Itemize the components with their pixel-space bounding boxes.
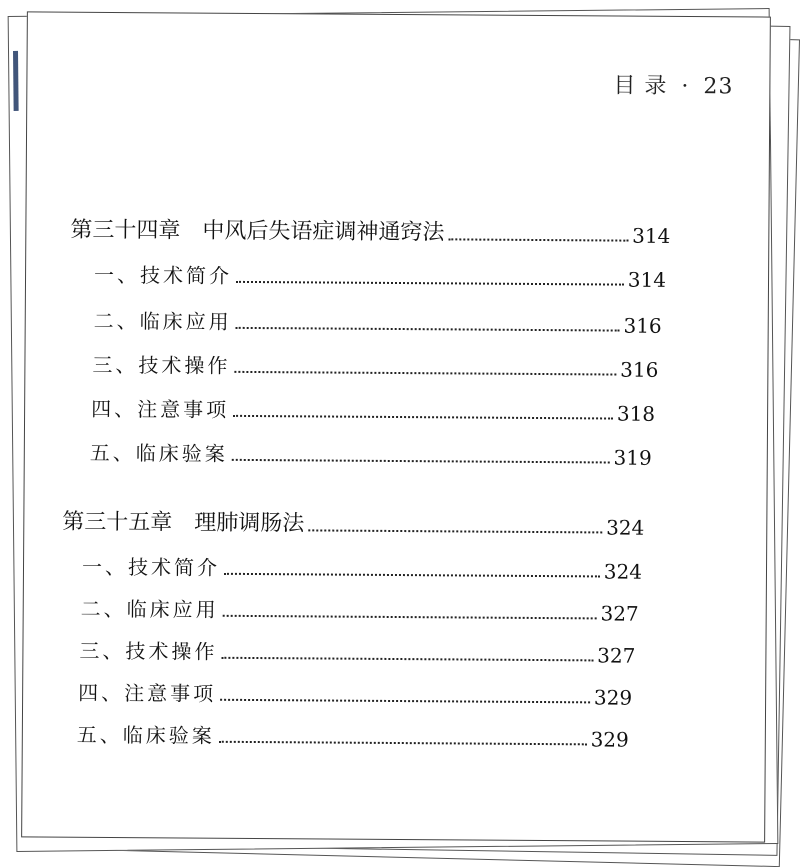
section-page: 316 [620,357,659,382]
dot-leader [236,327,620,332]
dot-leader [223,615,597,620]
chapter-title: 第三十四章 中风后失语症调神通窍法 [70,217,445,246]
dot-leader [219,741,587,746]
section-title: 一、技术简介 [81,554,221,580]
toc-chapter-35[interactable] [62,505,644,540]
section-page: 329 [593,685,633,710]
section-title: 五、临床验案 [76,722,215,748]
section-page: 324 [603,559,643,584]
section-title: 一、技术简介 [93,262,233,288]
chapter-title: 第三十五章 理肺调肠法 [62,509,305,537]
dot-leader [221,657,593,662]
toc-section[interactable] [90,437,652,470]
toc-section[interactable] [94,305,662,338]
dot-leader [220,699,590,704]
section-page: 318 [616,401,656,426]
toc-section[interactable] [81,593,639,626]
dot-leader [232,459,610,464]
section-title: 二、临床应用 [80,596,219,622]
header-separator: · [681,73,690,100]
toc-section[interactable] [77,719,629,752]
section-page: 316 [623,313,662,338]
table-of-contents [22,12,770,841]
header-title: 目 录 [613,73,668,99]
section-title: 五、临床验案 [89,440,228,466]
chapter-page: 314 [632,223,671,248]
toc-section[interactable] [78,677,632,710]
chapter-page: 324 [606,515,645,540]
section-page: 319 [613,445,652,470]
dot-leader [224,573,600,578]
toc-chapter-34[interactable] [70,213,670,248]
toc-section[interactable] [91,393,655,426]
dot-leader [234,371,616,376]
section-page: 314 [627,267,667,292]
dot-leader [448,238,628,241]
section-title: 二、临床应用 [93,308,232,334]
toc-section[interactable] [82,551,642,584]
dot-leader [236,281,624,286]
section-title: 三、技术操作 [92,352,231,378]
toc-section[interactable] [79,635,635,668]
section-page: 329 [590,727,629,752]
dot-leader [308,529,602,533]
section-title: 四、注意事项 [91,396,230,422]
section-page: 327 [597,643,636,668]
header-page-number: 23 [703,74,734,100]
toc-page [21,11,771,842]
section-title: 四、注意事项 [78,680,217,706]
toc-section[interactable] [92,349,658,382]
toc-section[interactable] [94,259,666,292]
section-title: 三、技术操作 [79,638,218,664]
dot-leader [233,415,613,420]
section-page: 327 [600,601,639,626]
